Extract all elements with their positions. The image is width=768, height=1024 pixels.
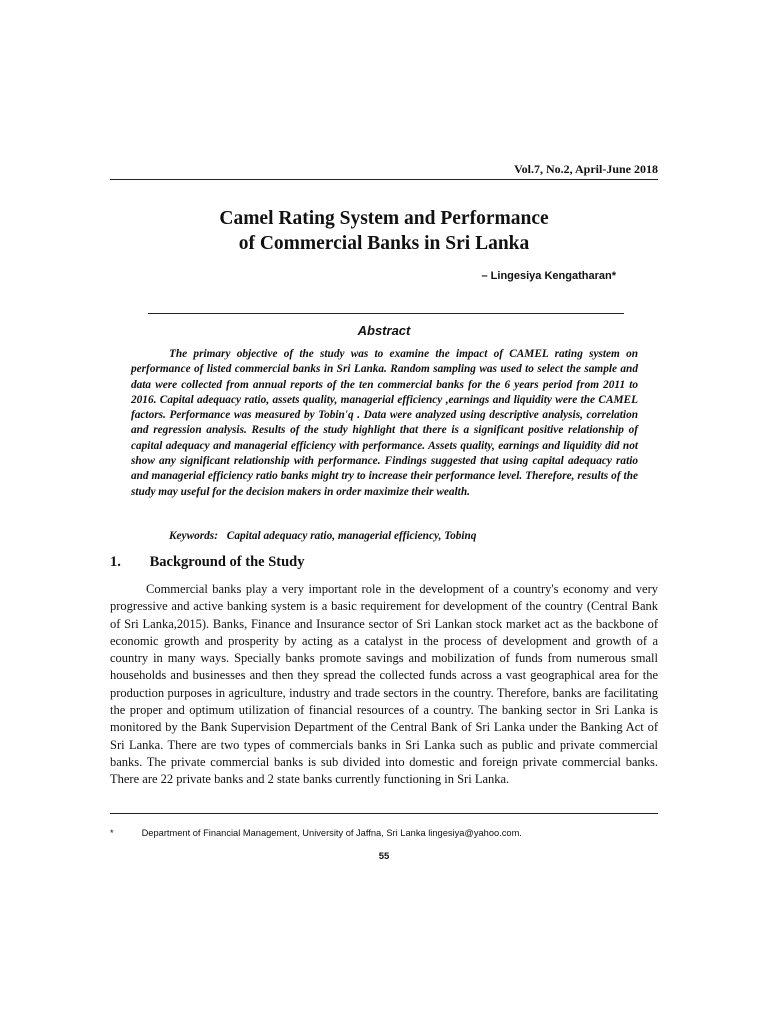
footnote: [110, 828, 658, 838]
section-number: 1.: [110, 554, 121, 570]
abstract-rule: [148, 313, 624, 314]
title-line-1: Camel Rating System and Performance: [219, 208, 549, 229]
author-name: – Lingesiya Kengatharan*: [481, 270, 616, 282]
paper-title: [110, 206, 658, 256]
title-line-2: of Commercial Banks in Sri Lanka: [238, 233, 530, 254]
footnote-mark: *: [110, 828, 114, 838]
keywords: [169, 530, 639, 542]
keywords-text: Capital adequacy ratio, managerial efficiency, Tobinq: [226, 530, 477, 542]
header-rule: [110, 179, 658, 180]
running-head: Vol.7, No.2, April-June 2018: [514, 162, 658, 176]
footnote-text: Department of Financial Management, University of Jaffna, Sri Lanka lingesiya@yahoo.com.: [141, 828, 522, 838]
body-paragraph: Commercial banks play a very important role in the development of a country's economy and very progressive and active banking system is a basic requirement for development of the country (Central Bank of Sri Lanka,2015). Banks, Finance and Insurance sector of Sri Lankan stock market act as the backbone of economic growth and prosperity by acting as a catalyst in the process of development and growth of a country in many ways. Specially banks promote savings and mobilization of funds from numerous small households and businesses and then they spread the collected funds across a vast geographical area for the production purposes in agriculture, industry and trade sectors in the country. Therefore, banks are facilitating the proper and optimum utilization of financial resources of a country. The banking sector in Sri Lanka is monitored by the Bank Supervision Department of the Central Bank of Sri Lanka under the Banking Act of Sri Lanka. There are two types of commercials banks in Sri Lanka such as public and private commercial banks. The private commercial banks is sub divided into domestic and foreign private commercial banks. There are 22 private banks and 2 state banks currently functioning in Sri Lanka.: [110, 582, 658, 787]
abstract-text: The primary objective of the study was to examine the impact of CAMEL rating system on performance of listed commercial banks in Sri Lanka. Random sampling was used to select the sample and data were collected from annual reports of the ten commercial banks for the 6 years period from 2011 to 2016. Capital adequacy ratio, assets quality, managerial efficiency ,earnings and liquidity were the CAMEL factors. Performance was measured by Tobin'q . Data were analyzed using descriptive analysis, correlation and regression analysis. Results of the study highlight that there is a significant positive relationship of capital adequacy and managerial efficiency with performance. Assets quality, earnings and liquidity did not show any significant relationship with performance. Findings suggested that using capital adequacy ratio and managerial efficiency ratio banks might try to increase their performance level. Therefore, results of the study may useful for the decision makers in order maximize their wealth.: [131, 348, 638, 498]
section-heading: [110, 554, 658, 571]
page-number: 55: [378, 851, 390, 862]
section-title: Background of the Study: [149, 554, 305, 570]
keywords-label: Keywords:: [169, 530, 218, 542]
abstract-heading: Abstract: [357, 323, 411, 338]
footnote-rule: [110, 813, 658, 814]
